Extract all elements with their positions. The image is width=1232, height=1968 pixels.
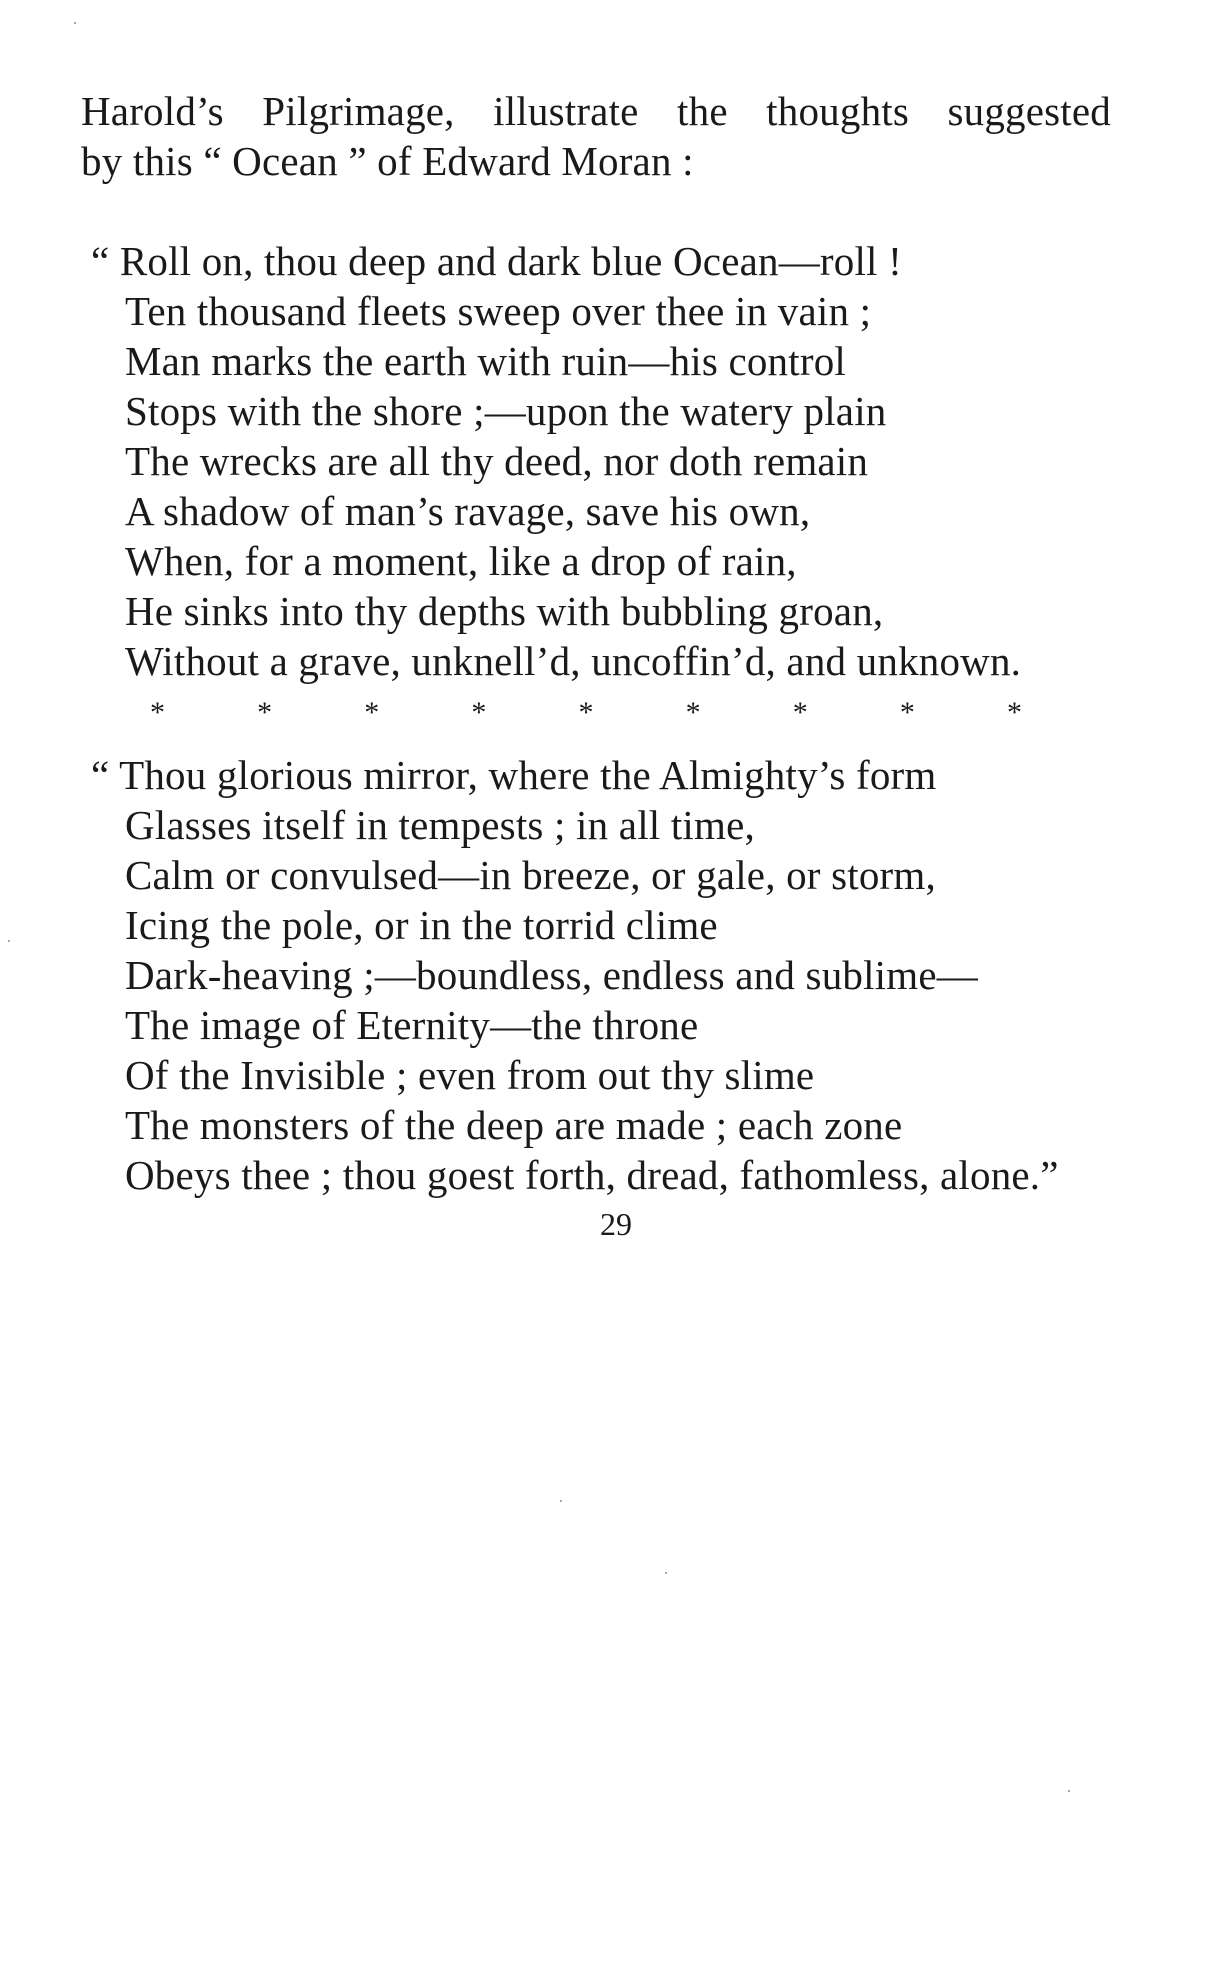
paper-speck [8, 940, 10, 942]
stanza-1-line: Without a grave, unknell’d, uncoffin’d, and unknown. [125, 638, 1022, 684]
asterisk: * [471, 696, 487, 729]
asterisk: * [150, 696, 165, 729]
stanza-1-line: He sinks into thy depths with bubbling groan, [125, 588, 884, 634]
asterism-separator [150, 693, 1022, 733]
stanza-2-line: Icing the pole, or in the torrid clime [125, 902, 718, 948]
asterisk: * [1007, 696, 1022, 729]
stanza-2-line: Dark-heaving ;—boundless, endless and sublime— [125, 952, 978, 998]
asterisk: * [364, 696, 380, 729]
stanza-2-line: The image of Eternity—the throne [125, 1002, 699, 1048]
stanza-2-line: Calm or convulsed—in breeze, or gale, or storm, [125, 852, 936, 898]
stanza-1-line: Ten thousand fleets sweep over thee in vain ; [125, 288, 872, 334]
asterisk: * [792, 696, 808, 729]
page-number: 29 [600, 1206, 632, 1242]
stanza-2-line: Glasses itself in tempests ; in all time, [125, 802, 755, 848]
intro-line-1 [81, 86, 1111, 136]
stanza-1-line: “ Roll on, thou deep and dark blue Ocean—roll ! [91, 238, 902, 284]
paper-speck [560, 1500, 562, 1502]
intro-line-2: by this “ Ocean ” of Edward Moran : [81, 138, 694, 184]
paper-speck [74, 22, 76, 24]
asterisk: * [578, 696, 594, 729]
asterisk: * [257, 696, 273, 729]
paper-speck [1068, 1790, 1070, 1792]
stanza-2-line: “ Thou glorious mirror, where the Almighty’s form [91, 752, 937, 798]
stanza-1-line: The wrecks are all thy deed, nor doth remain [125, 438, 869, 484]
intro-line-1-text: Harold’s Pilgrimage, illustrate the thoughts suggested [81, 88, 1111, 134]
stanza-1-line: Man marks the earth with ruin—his control [125, 338, 846, 384]
stanza-1-line: A shadow of man’s ravage, save his own, [125, 488, 811, 534]
stanza-1-line: When, for a moment, like a drop of rain, [125, 538, 797, 584]
asterisk: * [899, 696, 915, 729]
stanza-1-line: Stops with the shore ;—upon the watery plain [125, 388, 887, 434]
asterisk: * [685, 696, 701, 729]
stanza-2-line: The monsters of the deep are made ; each zone [125, 1102, 903, 1148]
stanza-2-line: Of the Invisible ; even from out thy slime [125, 1052, 815, 1098]
paper-speck [665, 1572, 667, 1574]
stanza-2-line: Obeys thee ; thou goest forth, dread, fathomless, alone.” [125, 1152, 1059, 1198]
